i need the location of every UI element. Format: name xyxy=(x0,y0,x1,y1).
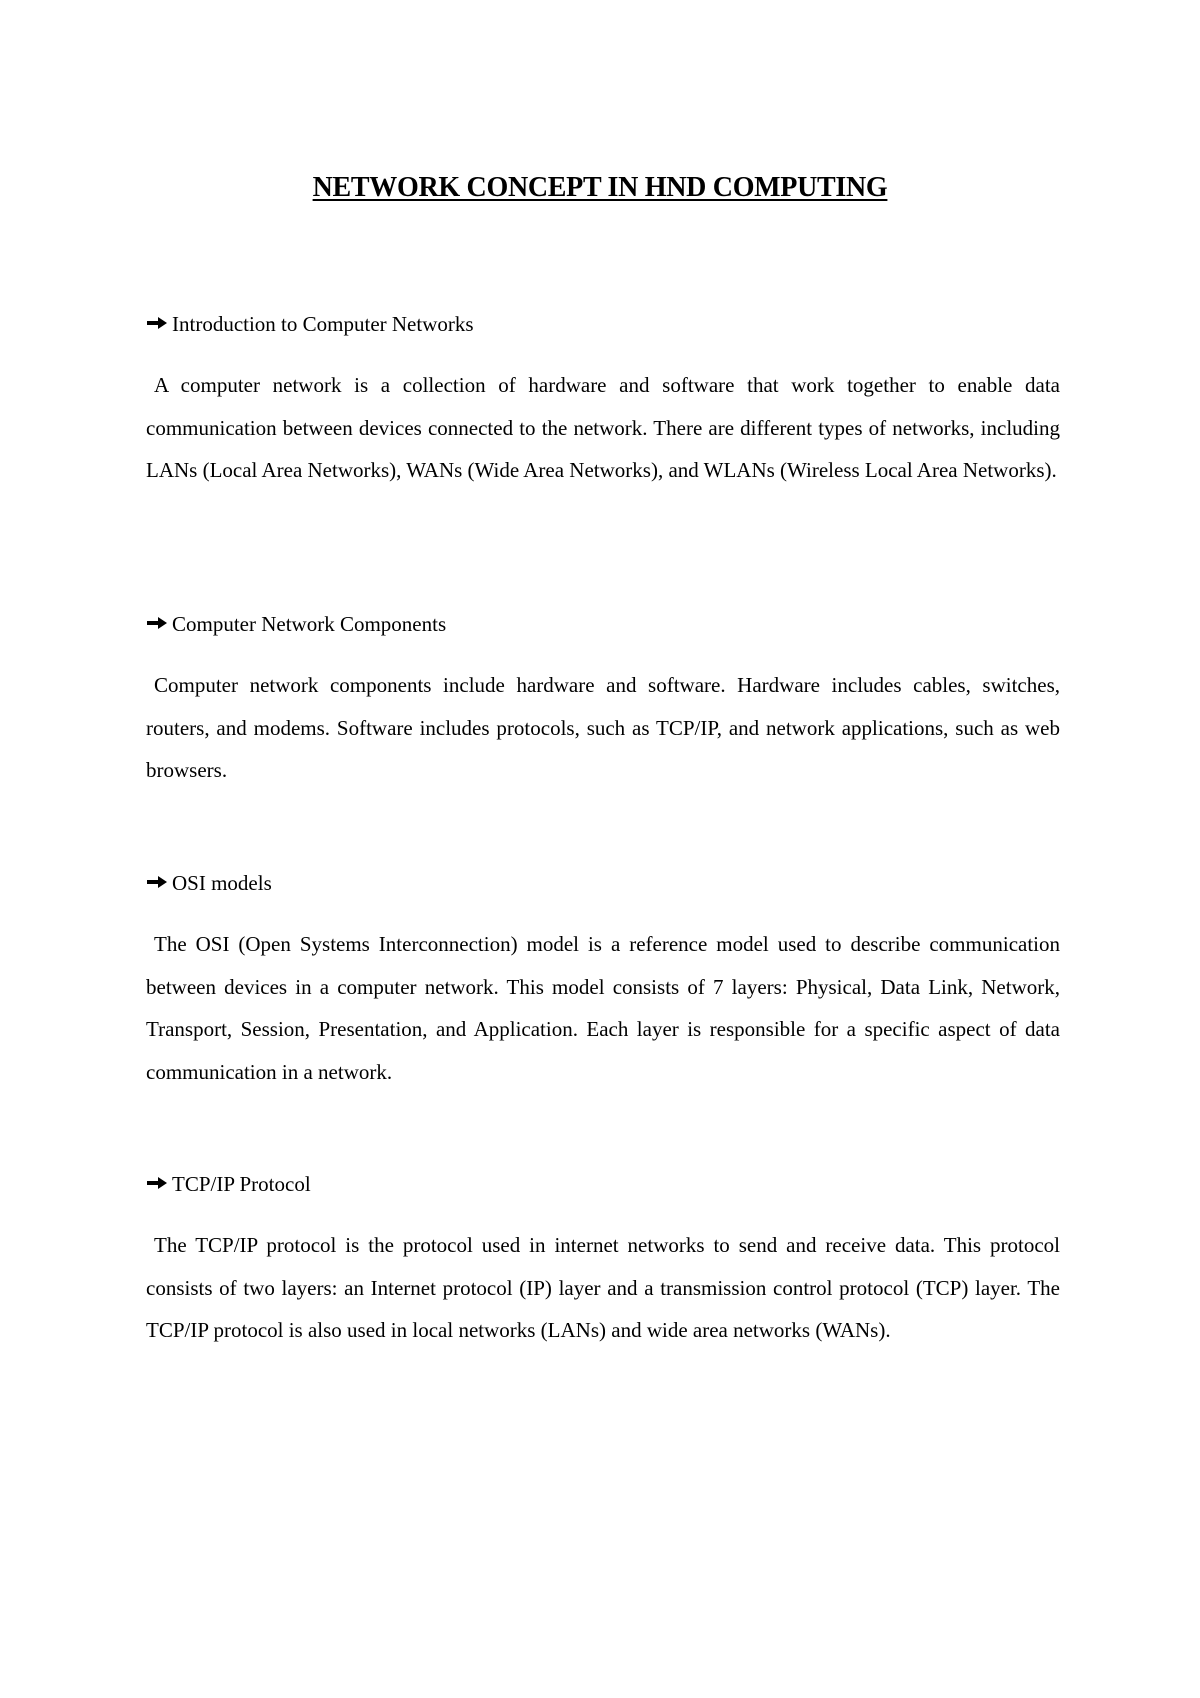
section-osi-models xyxy=(146,869,1060,1093)
right-arrow-icon xyxy=(146,616,168,630)
section-body: The TCP/IP protocol is the protocol used in internet networks to send and receive data. This protocol consists of two layers: an Internet protocol (IP) layer and a transmission control protocol (TCP) layer. The TCP/IP protocol is also used in local networks (LANs) and wide area networks (WANs). xyxy=(146,1233,1060,1342)
section-heading-text: Computer Network Components xyxy=(172,612,447,636)
section-introduction xyxy=(146,310,1060,492)
section-heading xyxy=(146,1170,1060,1198)
right-arrow-icon xyxy=(146,1176,168,1190)
section-heading xyxy=(146,610,1060,638)
section-tcp-ip xyxy=(146,1170,1060,1352)
section-heading-text: TCP/IP Protocol xyxy=(172,1172,311,1196)
document-title: NETWORK CONCEPT IN HND COMPUTING xyxy=(312,172,888,203)
section-heading-text: Introduction to Computer Networks xyxy=(172,312,474,336)
section-components xyxy=(146,610,1060,792)
right-arrow-icon xyxy=(146,316,168,330)
section-heading xyxy=(146,869,1060,897)
section-body: Computer network components include hardware and software. Hardware includes cables, switches, routers, and modems. Software includes protocols, such as TCP/IP, and network applications, such as web browsers. xyxy=(146,673,1060,782)
section-heading xyxy=(146,310,1060,338)
right-arrow-icon xyxy=(146,875,168,889)
section-body: The OSI (Open Systems Interconnection) model is a reference model used to describe communication between devices in a computer network. This model consists of 7 layers: Physical, Data Link, Network, Transport, Session, Presentation, and Application. Each layer is responsible for a specific aspect of data communication in a network. xyxy=(146,932,1060,1084)
section-body: A computer network is a collection of hardware and software that work together to enable data communication between devices connected to the network. There are different types of networks, including LANs (Local Area Networks), WANs (Wide Area Networks), and WLANs (Wireless Local Area Networks). xyxy=(146,373,1060,482)
section-heading-text: OSI models xyxy=(172,871,272,895)
